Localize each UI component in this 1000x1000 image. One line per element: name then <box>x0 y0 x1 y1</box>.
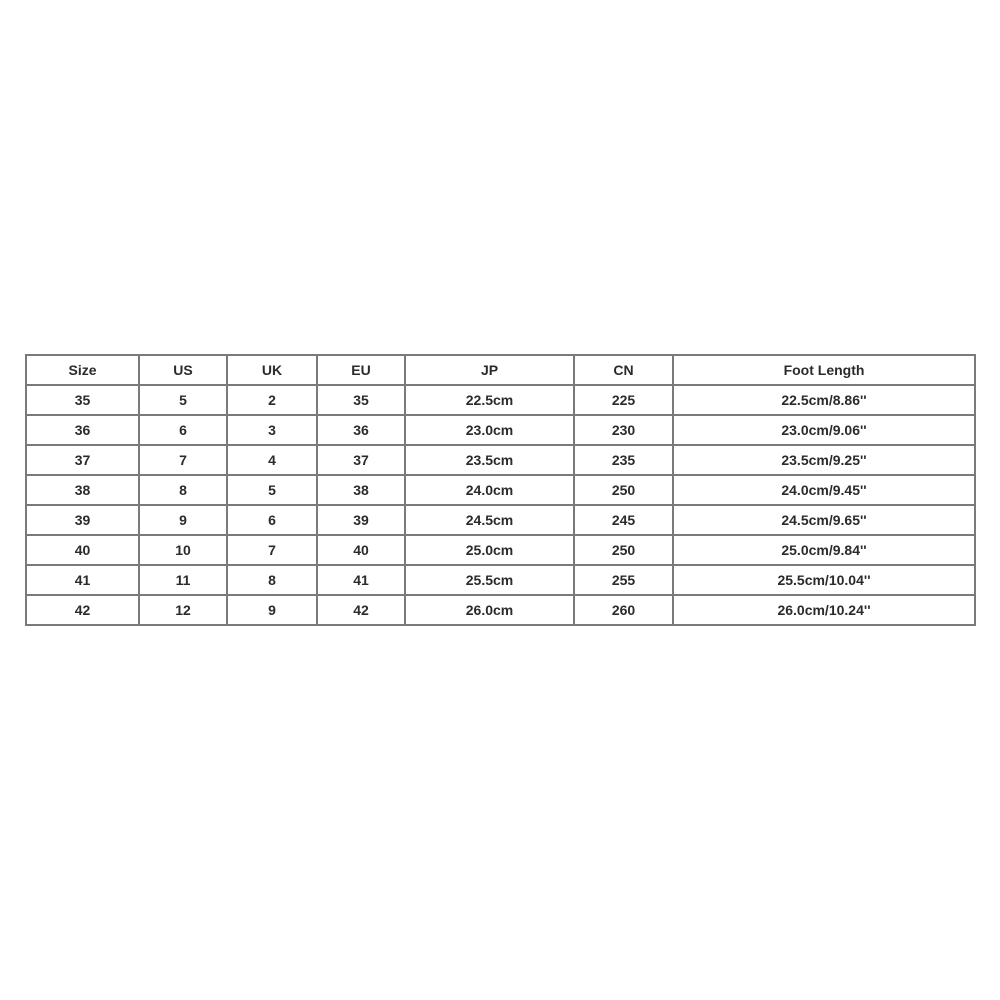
header-row <box>26 355 975 385</box>
header-eu: EU <box>317 355 405 385</box>
cell-uk: 2 <box>227 385 317 415</box>
table-row <box>26 445 975 475</box>
cell-jp: 24.5cm <box>405 505 574 535</box>
cell-jp: 22.5cm <box>405 385 574 415</box>
cell-foot-length: 22.5cm/8.86'' <box>673 385 975 415</box>
table-row <box>26 535 975 565</box>
cell-size: 41 <box>26 565 139 595</box>
cell-cn: 250 <box>574 475 673 505</box>
cell-foot-length: 25.0cm/9.84'' <box>673 535 975 565</box>
cell-uk: 9 <box>227 595 317 625</box>
cell-size: 42 <box>26 595 139 625</box>
cell-foot-length: 23.5cm/9.25'' <box>673 445 975 475</box>
header-uk: UK <box>227 355 317 385</box>
cell-us: 7 <box>139 445 227 475</box>
cell-us: 6 <box>139 415 227 445</box>
cell-uk: 7 <box>227 535 317 565</box>
table-row <box>26 475 975 505</box>
cell-foot-length: 25.5cm/10.04'' <box>673 565 975 595</box>
cell-size: 36 <box>26 415 139 445</box>
cell-us: 12 <box>139 595 227 625</box>
cell-uk: 4 <box>227 445 317 475</box>
table-row <box>26 415 975 445</box>
cell-cn: 225 <box>574 385 673 415</box>
cell-size: 40 <box>26 535 139 565</box>
cell-cn: 255 <box>574 565 673 595</box>
cell-size: 38 <box>26 475 139 505</box>
cell-jp: 25.0cm <box>405 535 574 565</box>
cell-size: 35 <box>26 385 139 415</box>
cell-foot-length: 26.0cm/10.24'' <box>673 595 975 625</box>
cell-jp: 26.0cm <box>405 595 574 625</box>
cell-eu: 40 <box>317 535 405 565</box>
cell-uk: 8 <box>227 565 317 595</box>
cell-jp: 23.5cm <box>405 445 574 475</box>
cell-us: 11 <box>139 565 227 595</box>
header-size: Size <box>26 355 139 385</box>
cell-us: 10 <box>139 535 227 565</box>
cell-us: 9 <box>139 505 227 535</box>
cell-uk: 3 <box>227 415 317 445</box>
cell-size: 37 <box>26 445 139 475</box>
cell-eu: 38 <box>317 475 405 505</box>
header-us: US <box>139 355 227 385</box>
cell-eu: 37 <box>317 445 405 475</box>
cell-jp: 23.0cm <box>405 415 574 445</box>
cell-us: 5 <box>139 385 227 415</box>
cell-foot-length: 24.5cm/9.65'' <box>673 505 975 535</box>
cell-cn: 245 <box>574 505 673 535</box>
cell-eu: 36 <box>317 415 405 445</box>
table-row <box>26 565 975 595</box>
cell-eu: 35 <box>317 385 405 415</box>
cell-eu: 41 <box>317 565 405 595</box>
header-cn: CN <box>574 355 673 385</box>
header-jp: JP <box>405 355 574 385</box>
header-foot-length: Foot Length <box>673 355 975 385</box>
cell-jp: 25.5cm <box>405 565 574 595</box>
cell-size: 39 <box>26 505 139 535</box>
cell-cn: 260 <box>574 595 673 625</box>
cell-uk: 5 <box>227 475 317 505</box>
cell-foot-length: 23.0cm/9.06'' <box>673 415 975 445</box>
cell-jp: 24.0cm <box>405 475 574 505</box>
cell-eu: 42 <box>317 595 405 625</box>
cell-cn: 235 <box>574 445 673 475</box>
table-row <box>26 595 975 625</box>
table-row <box>26 385 975 415</box>
size-chart-header <box>26 355 975 385</box>
cell-uk: 6 <box>227 505 317 535</box>
cell-foot-length: 24.0cm/9.45'' <box>673 475 975 505</box>
cell-us: 8 <box>139 475 227 505</box>
size-chart-table <box>25 354 976 626</box>
table-row <box>26 505 975 535</box>
size-chart-body <box>26 385 975 625</box>
cell-eu: 39 <box>317 505 405 535</box>
cell-cn: 230 <box>574 415 673 445</box>
cell-cn: 250 <box>574 535 673 565</box>
